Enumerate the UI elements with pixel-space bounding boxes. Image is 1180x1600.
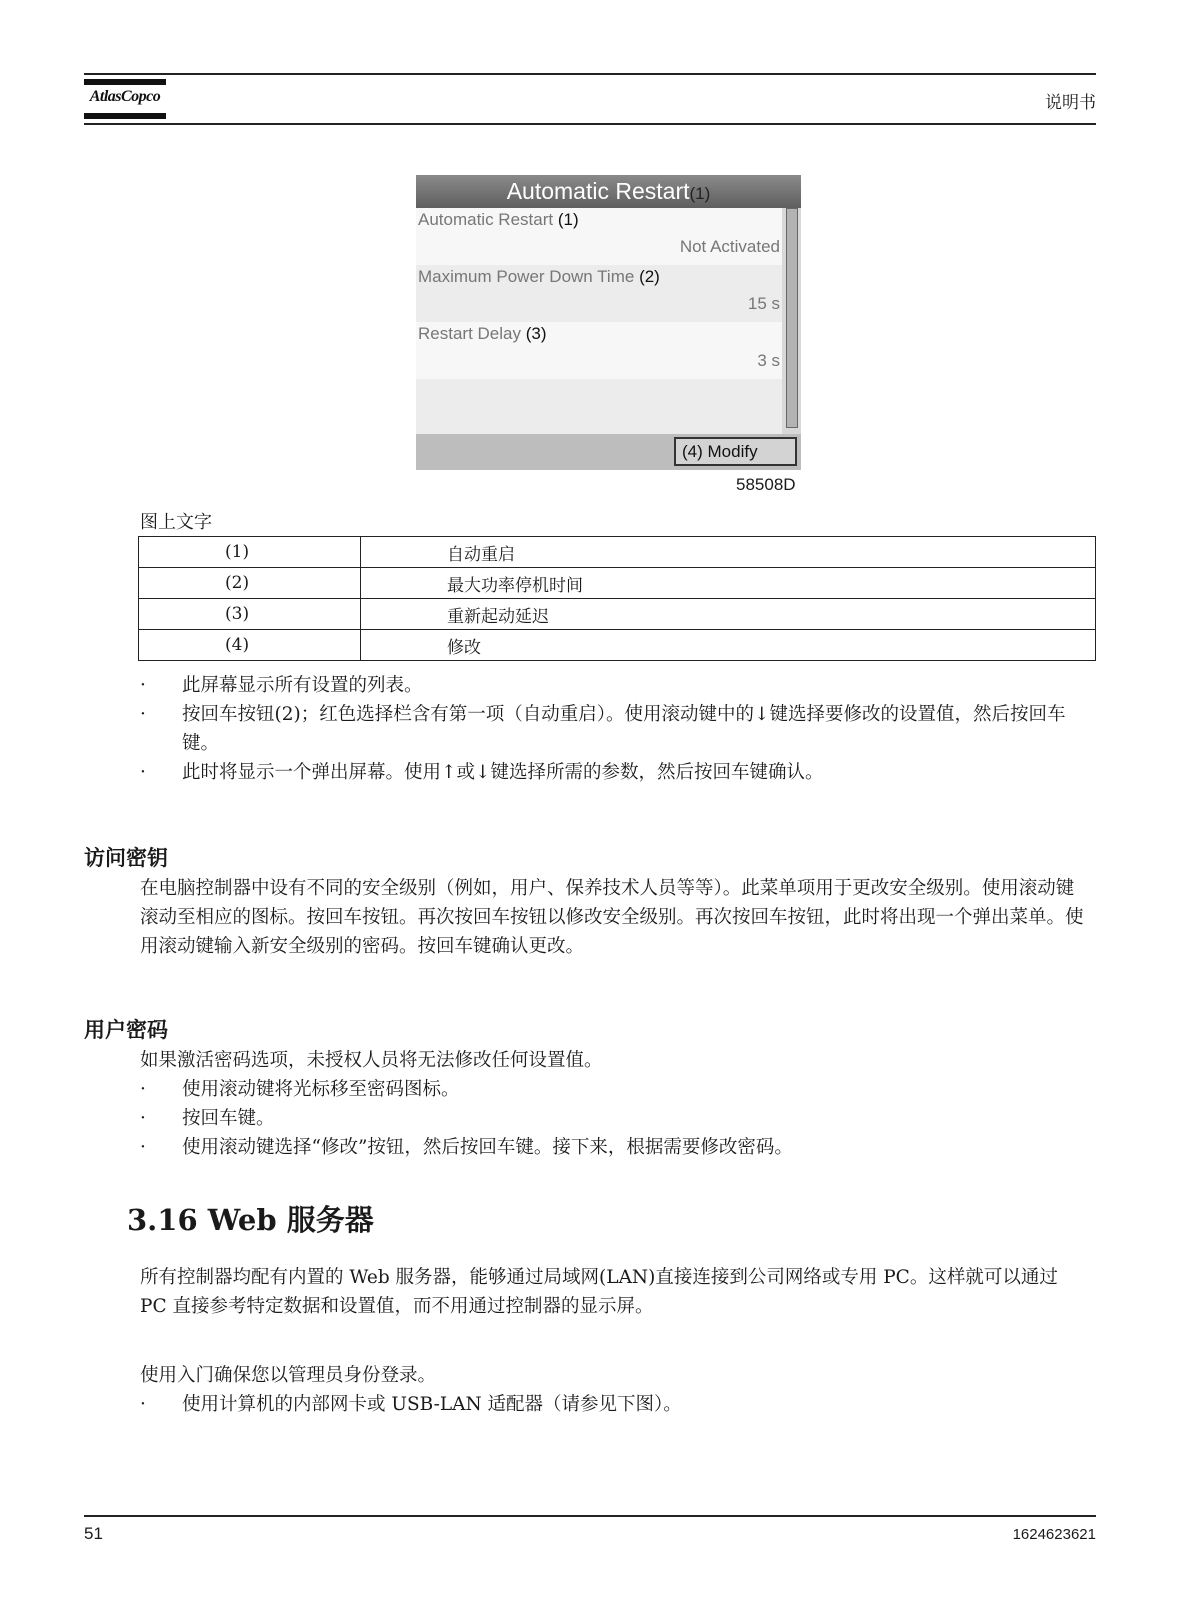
page-number: 51 — [84, 1524, 103, 1543]
legend-text: 自动重启 — [361, 537, 1096, 568]
header-top-rule — [84, 73, 1096, 75]
header-bottom-rule — [84, 123, 1096, 125]
footer-rule — [84, 1515, 1096, 1517]
setting-row-max-power-down-time — [416, 265, 782, 322]
doc-type-label: 说明书 — [1045, 93, 1096, 113]
screen-footer-bar — [416, 434, 801, 470]
access-key-heading: 访问密钥 — [84, 846, 168, 870]
screen-scrollbar — [782, 208, 801, 434]
table-row — [139, 630, 1096, 661]
document-number: 1624623621 — [1012, 1526, 1096, 1543]
setting-value: 3 s — [757, 351, 780, 370]
setting-label: Restart Delay — [418, 324, 521, 343]
setting-label: Automatic Restart — [418, 210, 554, 229]
setting-label: Maximum Power Down Time — [418, 267, 635, 286]
web-server-login: 使用入门确保您以管理员身份登录。 — [140, 1365, 437, 1386]
setting-ref: (3) — [525, 324, 547, 343]
web-server-heading: 3.16 Web 服务器 — [127, 1203, 374, 1237]
setting-value: Not Activated — [679, 237, 780, 256]
table-row — [139, 599, 1096, 630]
screen-title-ref: (1) — [689, 184, 711, 203]
access-key-body: 在电脑控制器中设有不同的安全级别（例如，用户、保养技术人员等等）。此菜单项用于更改安全级别。使用滚动键滚动至相应的图标。按回车按钮。再次按回车按钮以修改安全级别。再次按回车按钮，此时将出现一个弹出菜单。使用滚动键输入新安全级别的密码。按回车键确认更改。 — [140, 878, 1084, 957]
table-row — [139, 537, 1096, 568]
screen-title-bar — [416, 175, 801, 208]
legend-ref: (4) — [139, 630, 361, 661]
controller-screen-figure — [416, 175, 801, 470]
legend-ref: (3) — [139, 599, 361, 630]
atlas-copco-logo: AtlasCopco — [84, 79, 166, 121]
setting-value: 15 s — [747, 294, 780, 313]
table-row — [139, 568, 1096, 599]
screen-title: Automatic Restart — [506, 178, 690, 204]
legend-caption: 图上文字 — [140, 512, 212, 533]
setting-ref: (2) — [639, 267, 660, 286]
figure-code: 58508D — [736, 475, 796, 494]
legend-table — [138, 536, 1096, 661]
setting-row-automatic-restart — [416, 208, 782, 265]
user-password-heading: 用户密码 — [84, 1018, 168, 1042]
legend-text: 最大功率停机时间 — [361, 568, 1096, 599]
legend-ref: (2) — [139, 568, 361, 599]
modify-button: (4) Modify — [674, 437, 797, 466]
legend-ref: (1) — [139, 537, 361, 568]
settings-list — [416, 208, 782, 434]
user-password-intro: 如果激活密码选项，未授权人员将无法修改任何设置值。 — [140, 1050, 603, 1071]
setting-row-restart-delay — [416, 322, 782, 379]
scrollbar-thumb — [786, 208, 798, 428]
setting-ref: (1) — [557, 210, 579, 229]
web-server-body: 所有控制器均配有内置的 Web 服务器，能够通过局域网(LAN)直接连接到公司网络或专用 PC。这样就可以通过 PC 直接参考特定数据和设置值，而不用通过控制器的显示屏。 — [140, 1267, 1058, 1317]
legend-text: 重新起动延迟 — [361, 599, 1096, 630]
legend-text: 修改 — [361, 630, 1096, 661]
